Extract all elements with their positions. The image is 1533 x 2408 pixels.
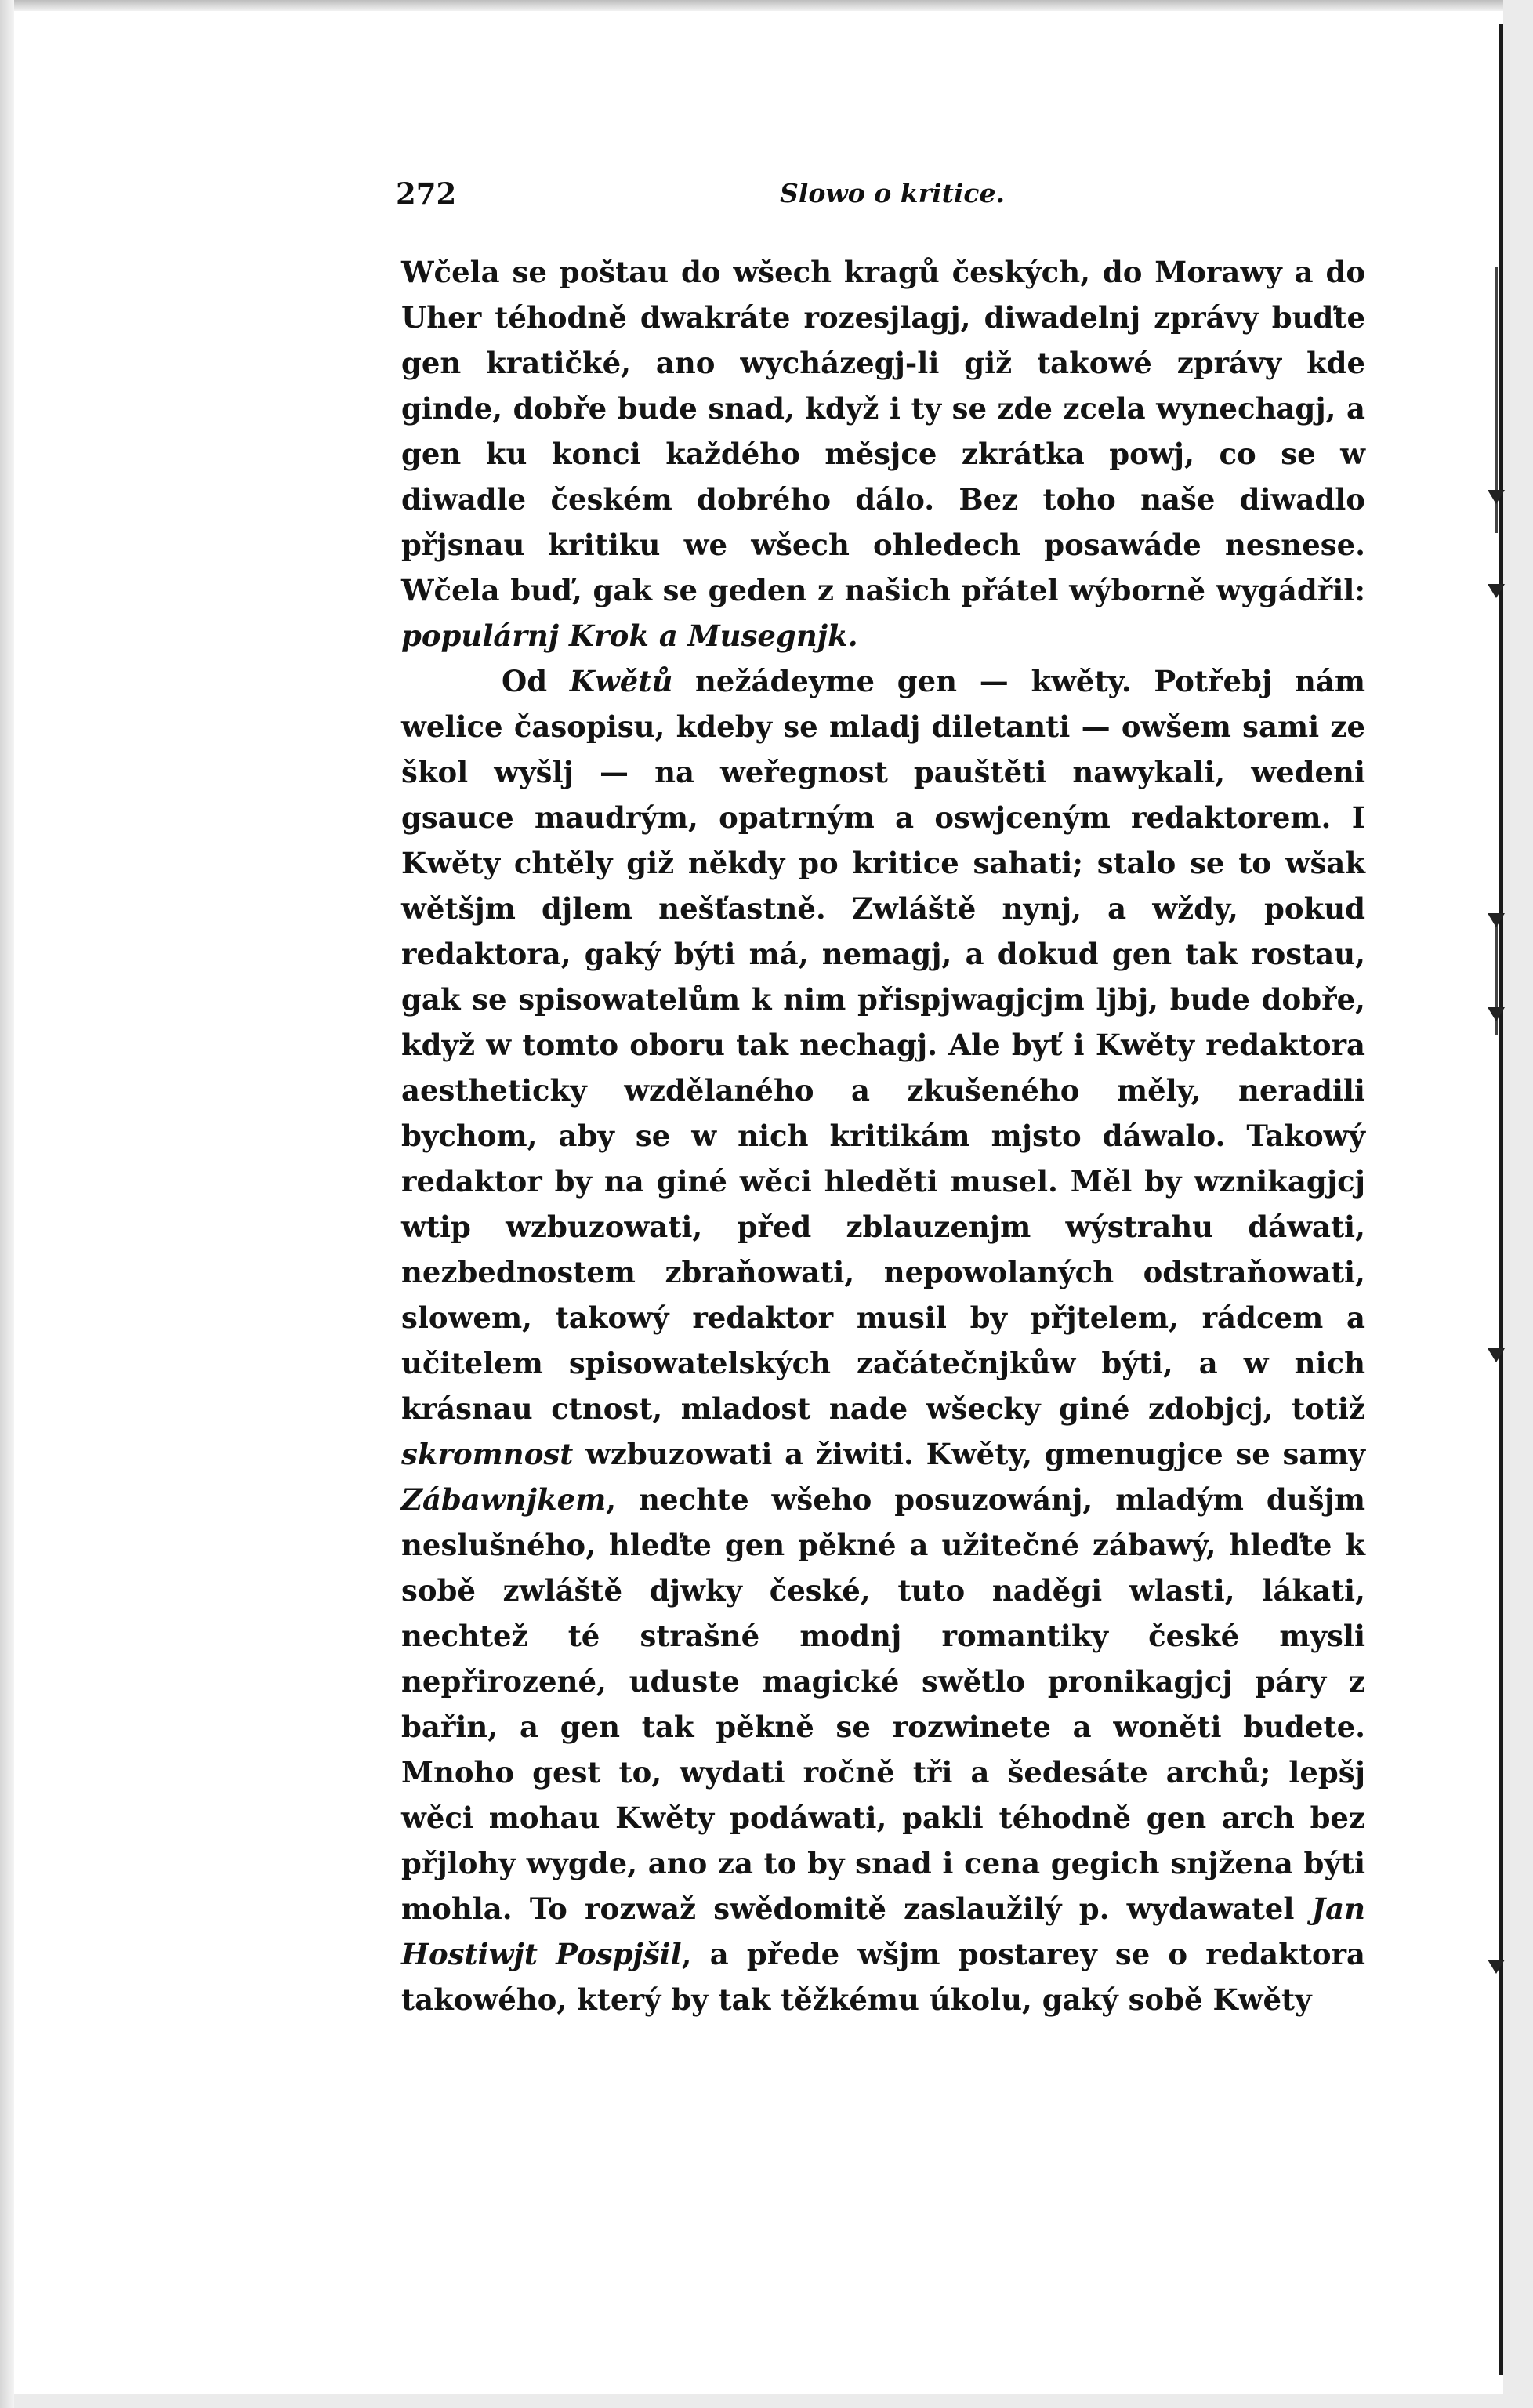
margin-pointer-icon (1488, 1007, 1505, 1021)
running-head (396, 176, 1007, 223)
scan-right-edge (1499, 24, 1503, 2375)
paragraph-1: Wčela se poštau do wšech kragů českých, do Morawy a do Uher téhodně dwakráte rozesjlagj, diwadelnj zprávy buďte gen kratičké, ano wycházegj-li giž takowé zprávy kde ginde, dobře bude snad, když i ty se zde zcela wynechagj, a gen ku konci každého měsjce zkrátka powj, co se w diwadle českém dobrého dálo. Bez toho naše diwadlo přjsnau kritiku we wšech ohledech posawáde nesnese. Wčela buď, gak se geden z našich přátel wýborně wygádřil: populárnj Krok a Musegnjk. (401, 255, 1365, 653)
margin-pointer-icon (1488, 1348, 1505, 1362)
paragraph-2: Od Kwětů nežádeyme gen — kwěty. Potřebj nám welice časopisu, kdeby se mladj diletanti — owšem sami ze škol wyšlj — na weřegnost pauštěti nawykali, wedeni gsauce maudrým, opatrným a oswjceným redaktorem. I Kwěty chtěly giž někdy po kritice sahati; stalo se to wšak wětšjm djlem nešťastně. Zwláště nynj, a wždy, pokud redaktora, gaký býti má, nemagj, a dokud gen tak rostau, gak se spisowatelům k nim přispjwagjcjm ljbj, bude dobře, když w tomto oboru tak nechagj. Ale byť i Kwěty redaktora aestheticky wzdělaného a zkušeného měly, neradili bychom, aby se w nich kritikám mjsto dáwalo. Takowý redaktor by na giné wěci hleděti musel. Měl by wznikagjcj wtip wzbuzowati, před zblauzenjm wýstrahu dáwati, nezbednostem zbraňowati, nepowolaných odstraňowati, slowem, takowý redaktor musil by přjtelem, rádcem a učitelem spisowatelských začátečnjkůw býti, a w nich krásnau ctnost, mladost nade wšecky giné zdobjcj, totiž skromnost wzbuzowati a žiwiti. Kwěty, gmenugjce se samy Zábawnjkem, nechte wšeho posuzowánj, mladým dušjm neslušného, hleďte gen pěkné a užitečné zábawý, hleďte k sobě zwláště djwky české, tuto naděgi wlasti, lákati, nechtež té strašné modnj romantiky české mysli nepřirozené, uduste magické swětlo pronikagjcj páry z bařin, a gen tak pěkně se rozwinete a woněti budete. Mnoho gest to, wydati ročně tři a šedesáte archů; lepšj wěci mohau Kwěty podáwati, pakli téhodně gen arch bez přjlohy wygde, ano za to by snad i cena gegich snjžena býti mohla. To rozwaž swědomitě zaslaužilý p. wydawatel Jan Hostiwjt Pospjšil, a přede wšjm postarey se o redaktora takowého, který by tak těžkému úkolu, gaký sobě Kwěty (401, 664, 1365, 2017)
page-number: 272 (396, 176, 457, 211)
margin-pointer-icon (1488, 1960, 1505, 1974)
scan-left-edge (0, 0, 14, 2408)
body-text (401, 249, 1365, 2022)
margin-pointer-icon (1488, 913, 1505, 927)
margin-pointer-icon (1488, 584, 1505, 598)
margin-pointer-icon (1488, 490, 1505, 504)
chapter-title: Slowo o kritice. (780, 178, 1005, 209)
scan-top-edge (14, 0, 1503, 11)
